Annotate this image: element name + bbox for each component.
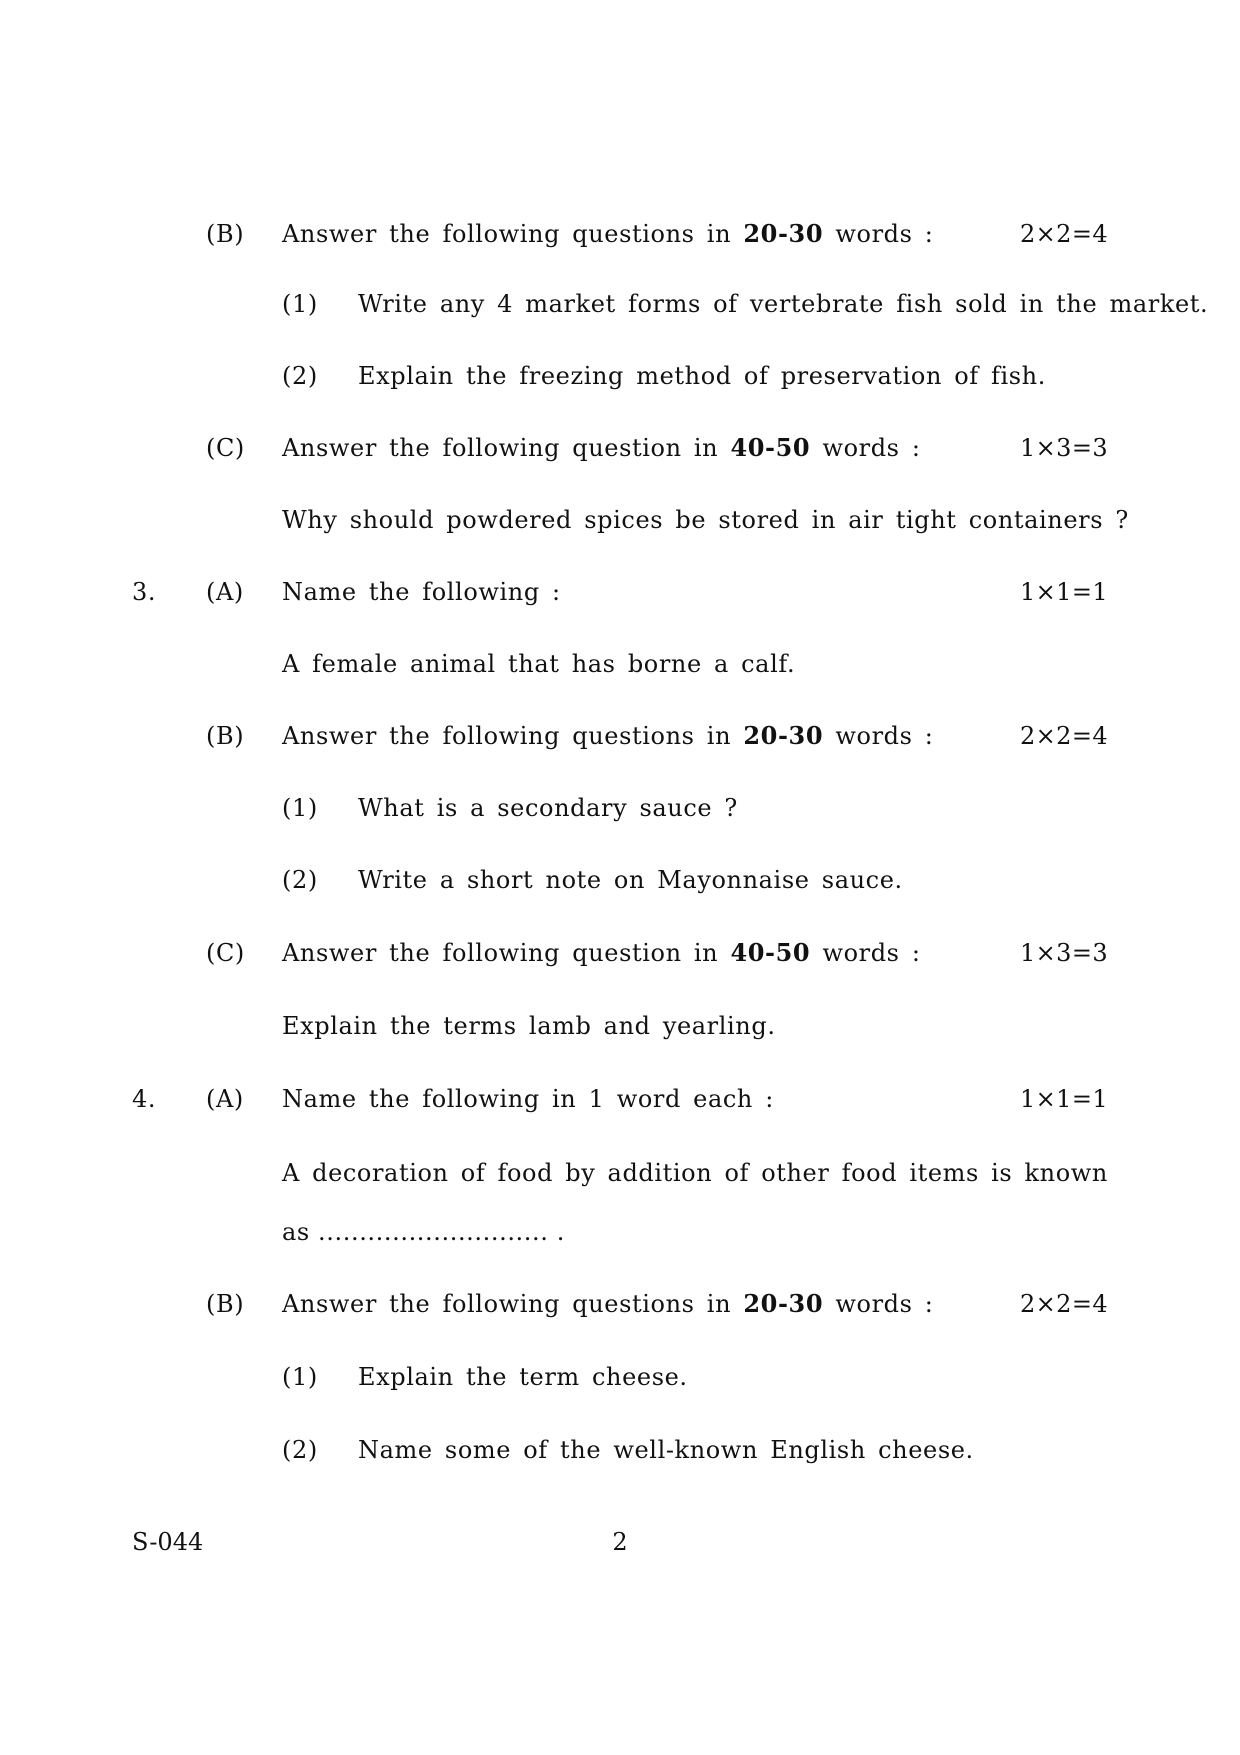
q3-b-item-1-text: What is a secondary sauce ?: [358, 794, 738, 822]
q2-c-label: (C): [206, 434, 245, 462]
q3-a-stem: Name the following :: [282, 578, 561, 606]
q4-b-item-1-num: (1): [282, 1363, 318, 1391]
q3-b-marks: 2×2=4: [1019, 722, 1108, 750]
q2-b-label: (B): [206, 220, 245, 248]
q2-c-marks: 1×3=3: [1019, 434, 1108, 462]
q2-c-word-limit: 40-50: [730, 433, 811, 462]
q3-c-label: (C): [206, 939, 245, 967]
q3-c-marks: 1×3=3: [1019, 939, 1108, 967]
q3-b-label: (B): [206, 722, 245, 750]
q3-b-item-2-num: (2): [282, 866, 318, 894]
q3-c-question: Explain the terms lamb and yearling.: [282, 1012, 776, 1040]
q2-c-stem-post: words :: [822, 434, 921, 462]
q4-a-question-line2: as ............................ .: [282, 1218, 565, 1246]
q3-b-stem-pre: Answer the following questions in: [282, 722, 732, 750]
q3-c-stem-post: words :: [822, 939, 921, 967]
q2-b-stem-pre: Answer the following questions in: [282, 220, 732, 248]
q2-b-item-1-num: (1): [282, 290, 318, 318]
q3-a-question: A female animal that has borne a calf.: [282, 650, 796, 678]
q4-b-stem-pre: Answer the following questions in: [282, 1290, 732, 1318]
q3-c-stem-pre: Answer the following question in: [282, 939, 719, 967]
q4-b-marks: 2×2=4: [1019, 1290, 1108, 1318]
q3-b-stem-post: words :: [835, 722, 934, 750]
q4-b-item-2-text: Name some of the well-known English cheese.: [358, 1436, 974, 1464]
q2-b-marks: 2×2=4: [1019, 220, 1108, 248]
q2-b-stem-post: words :: [835, 220, 934, 248]
q4-a-label: (A): [206, 1085, 244, 1113]
q4-b-label: (B): [206, 1290, 245, 1318]
q2-b-stem: [282, 218, 933, 250]
q4-number: 4.: [132, 1085, 157, 1113]
q3-a-marks: 1×1=1: [1019, 578, 1108, 606]
q3-b-word-limit: 20-30: [743, 721, 824, 750]
q3-b-stem: [282, 720, 933, 752]
q3-c-stem: [282, 937, 921, 969]
q4-a-question-line1: A decoration of food by addition of other food items is known: [282, 1159, 1108, 1187]
q2-c-question: Why should powdered spices be stored in air tight containers ?: [282, 506, 1129, 534]
q3-b-item-2-text: Write a short note on Mayonnaise sauce.: [358, 866, 903, 894]
q4-b-stem-post: words :: [835, 1290, 934, 1318]
q4-b-stem: [282, 1288, 933, 1320]
q3-number: 3.: [132, 578, 157, 606]
q4-b-item-1-text: Explain the term cheese.: [358, 1363, 688, 1391]
q2-b-item-2-text: Explain the freezing method of preservation of fish.: [358, 362, 1046, 390]
q2-b-item-1-text: Write any 4 market forms of vertebrate fish sold in the market.: [358, 290, 1209, 318]
q3-c-word-limit: 40-50: [730, 938, 811, 967]
page-number: 2: [612, 1528, 628, 1556]
q2-c-stem-pre: Answer the following question in: [282, 434, 719, 462]
q4-a-stem: Name the following in 1 word each :: [282, 1085, 774, 1113]
q4-b-word-limit: 20-30: [743, 1289, 824, 1318]
q4-b-item-2-num: (2): [282, 1436, 318, 1464]
q2-c-stem: [282, 432, 921, 464]
q3-a-label: (A): [206, 578, 244, 606]
paper-code: S-044: [132, 1528, 204, 1556]
q2-b-item-2-num: (2): [282, 362, 318, 390]
q4-a-marks: 1×1=1: [1019, 1085, 1108, 1113]
q2-b-word-limit: 20-30: [743, 219, 824, 248]
q3-b-item-1-num: (1): [282, 794, 318, 822]
